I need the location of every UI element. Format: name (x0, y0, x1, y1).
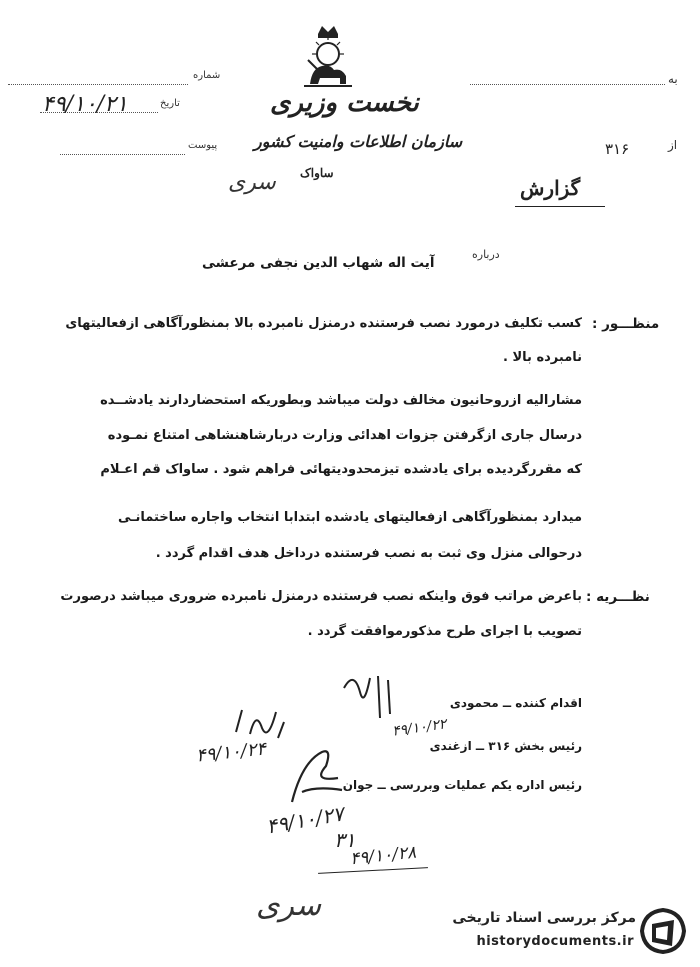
paragraph-line-3: که مقررگردیده برای یادشده تیزمحدودیتهائی فراهم شود . ساواک قم اعـلام (100, 462, 582, 477)
paragraph-line-4: میدارد بمنظورآگاهی ازفعالیتهای یادشده ابتدابا انتخاب واجاره ساختمانـی (117, 510, 582, 525)
attachment-label: پیوست (188, 140, 218, 151)
report-title-underline (515, 206, 605, 207)
paragraph-line-5: درحوالی منزل وی ثبت به نصب فرستنده درداخل هدف اقدام گردد . (155, 546, 582, 561)
number-label: شماره (193, 70, 221, 81)
number-line (8, 84, 188, 85)
to-line-right (470, 84, 665, 85)
report-title: گزارش (520, 176, 581, 200)
purpose-line-2: نامبرده بالا . (503, 350, 582, 365)
report-subject: آیت اله شهاب الدین نجفی مرعشی (202, 255, 435, 271)
signature-line-2: رئیس بخش ۳۱۶ ــ ازغندی (429, 739, 582, 753)
signature-scribble-1-icon (340, 668, 400, 728)
date-handwritten: ۴۹/۱۰/۲۱ (42, 92, 128, 117)
date-label: تاریخ (160, 98, 180, 109)
classification-stamp-bottom: سری (256, 888, 322, 923)
opinion-line-2: تصویب با اجرای طرح مذکورموافقت گردد . (307, 624, 582, 639)
org-subtitle: سازمان اطلاعات وامنیت کشور (254, 132, 463, 151)
from-label: از (668, 138, 678, 152)
opinion-line-1: باعرض مراتب فوق واینکه نصب فرستنده درمنزل نامبرده ضروری میباشد درصورت (60, 589, 582, 604)
signature-line-1: اقدام کننده ــ محمودی (449, 696, 582, 710)
org-title: نخست وزیری (270, 88, 419, 118)
paragraph-line-2: درسال جاری ازگرفتن جزوات اهدائی وزارت دربارشاهنشاهی امتناع نمـوده (107, 428, 582, 443)
purpose-label: منظـــور : (592, 316, 660, 332)
attachment-line (60, 154, 185, 155)
to-label: به (668, 72, 678, 86)
handwritten-date-4: ۴۹/۱۰/۲۸ (349, 842, 418, 870)
purpose-line-1: کسب تکلیف درمورد نصب فرستنده درمنزل نامبرده بالا بمنظورآگاهی ازفعالیتهای (65, 316, 582, 331)
org-abbreviation: ساواک (300, 166, 334, 180)
opinion-label: نظـــریه : (586, 589, 650, 605)
lion-and-sun-emblem-icon (296, 24, 360, 90)
paragraph-line-1: مشارالیه ازروحانیون مخالف دولت میباشد وبطوریکه استحضاردارند یادشــده (100, 393, 582, 408)
classification-stamp-top: سری (228, 170, 276, 195)
signature-line-3: رئیس اداره یکم عملیات وبررسی ــ جوان (342, 778, 582, 792)
from-value: ۳۱۶ (605, 140, 630, 158)
handwritten-date-3: ۴۹/۱۰/۲۷ (264, 801, 346, 839)
subject-label: درباره (472, 248, 500, 261)
watermark-logo-icon (638, 906, 688, 956)
handwritten-date-2: ۴۹/۱۰/۲۴ (195, 738, 268, 767)
watermark-title: مرکز بررسی اسناد تاریخی (452, 910, 636, 926)
handwritten-initial: ۳۱ (334, 828, 356, 852)
watermark-url: historydocuments.ir (476, 934, 634, 949)
handwritten-underline (318, 867, 428, 874)
handwritten-date-1: ۴۹/۱۰/۲۲ (391, 716, 448, 740)
